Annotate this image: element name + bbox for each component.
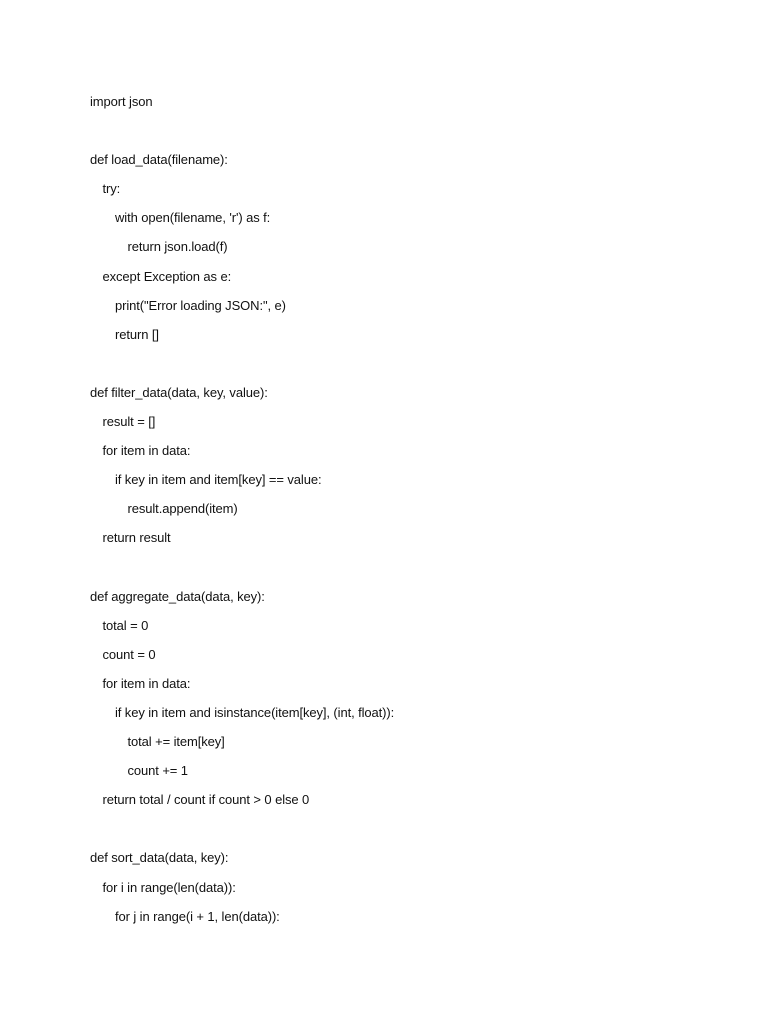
code-line: try:	[102, 181, 121, 197]
code-block	[90, 92, 730, 936]
code-line: return result	[102, 530, 171, 546]
blank-line	[90, 354, 730, 383]
code-line: total += item[key]	[127, 734, 225, 750]
code-line: def filter_data(data, key, value):	[90, 384, 268, 400]
code-line: import json	[90, 94, 153, 109]
blank-line	[90, 121, 730, 150]
blank-line	[90, 819, 730, 848]
code-line: def load_data(filename):	[90, 152, 228, 168]
code-line: except Exception as e:	[102, 268, 232, 284]
code-line: if key in item and isinstance(item[key], (int, float)):	[115, 704, 395, 720]
code-line: count = 0	[102, 646, 156, 662]
code-line: def aggregate_data(data, key):	[90, 588, 265, 604]
code-line: for item in data:	[102, 675, 191, 691]
code-line: total = 0	[102, 617, 149, 633]
code-line: def sort_data(data, key):	[90, 850, 229, 866]
code-line: return total / count if count > 0 else 0	[102, 792, 310, 808]
code-line: result = []	[102, 414, 156, 430]
code-line: with open(filename, 'r') as f:	[115, 210, 271, 226]
code-line: for j in range(i + 1, len(data)):	[115, 908, 280, 924]
code-line: print("Error loading JSON:", e)	[115, 297, 286, 313]
code-line: return []	[115, 326, 159, 342]
code-line: count += 1	[127, 763, 188, 779]
code-line: return json.load(f)	[127, 239, 228, 255]
code-line: if key in item and item[key] == value:	[115, 472, 322, 488]
code-line: for item in data:	[102, 443, 191, 459]
code-line: for i in range(len(data)):	[102, 879, 236, 895]
blank-line	[90, 558, 730, 587]
code-line: result.append(item)	[127, 501, 238, 517]
